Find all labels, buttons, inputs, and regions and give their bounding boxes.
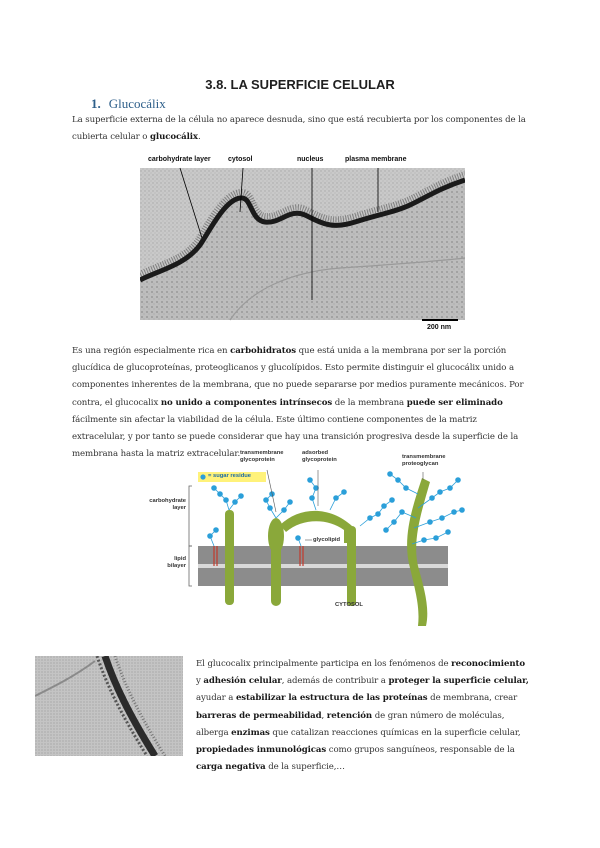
bold-term: puede ser eliminado	[406, 397, 503, 408]
text-run: El glucocalix principalmente participa en los fenómenos de	[196, 659, 452, 669]
diagram-svg	[140, 448, 470, 633]
label-line: proteoglycan	[402, 460, 439, 467]
label-line: adsorbed	[302, 450, 329, 456]
section-number: 1.	[91, 96, 101, 111]
micrograph-small-image	[35, 656, 183, 756]
text-run: de membrana, crear	[427, 693, 518, 704]
bold-term: reconocimiento	[451, 659, 525, 669]
label-proteoglycan	[402, 454, 446, 467]
text-run: y	[196, 676, 204, 687]
label-line: glycoprotein	[240, 456, 275, 463]
intro-paragraph	[72, 112, 532, 146]
bold-term: no unido a componentes intrínsecos	[160, 397, 333, 408]
text-run: , además de contribuir a	[281, 676, 389, 687]
bold-term: glucocálix	[150, 132, 198, 143]
scale-bar-label: 200 nm	[427, 324, 452, 331]
label-cytosol: cytosol	[228, 156, 253, 163]
label-carbohydrate-layer: carbohydrate layer	[148, 156, 211, 163]
page-title: 3.8. LA SUPERFICIE CELULAR	[205, 77, 395, 92]
text-run: La superficie externa de la célula no aparece desnuda, sino que está recubierta por los componentes de la cubierta celular o	[72, 115, 526, 143]
label-line: carbohydrate	[149, 498, 186, 504]
label-transmembrane-glycoprotein	[240, 450, 284, 463]
label-line: transmembrane	[240, 450, 284, 456]
text-run: fácilmente sin afectar la viabilidad de la célula. Este último contiene componentes de la matriz extracelular, y por tanto se puede considerar que hay una transición progresiva desde la superficie de la membrana hasta la matriz extracelular.	[72, 414, 519, 460]
label-lipid-bilayer	[142, 556, 186, 569]
bold-term: retención	[326, 710, 373, 721]
legend-sugar-residue: = sugar residue	[208, 473, 252, 479]
label-adsorbed-glycoprotein	[302, 450, 337, 463]
bold-term: adhesión celular	[203, 676, 282, 687]
bold-term: carga negativa	[196, 762, 266, 773]
label-line: lipid	[174, 556, 186, 562]
label-plasma-membrane: plasma membrane	[345, 156, 407, 163]
bold-term: carbohidratos	[230, 346, 296, 356]
glycocalyx-micrograph	[140, 150, 465, 340]
carbohydrate-paragraph	[72, 343, 528, 463]
glycocalyx-diagram	[140, 448, 470, 633]
bold-term: enzimas	[231, 727, 270, 738]
text-run: .	[197, 132, 201, 143]
text-run: que catalizan reacciones químicas en la superficie celular,	[269, 727, 521, 738]
micrograph-image	[140, 150, 465, 340]
text-run: de gran número de moléculas, alberga	[196, 710, 505, 738]
functions-paragraph	[196, 656, 532, 776]
text-run: ,	[321, 710, 327, 721]
bold-term: propiedades inmunológicas	[196, 745, 327, 756]
label-nucleus: nucleus	[297, 156, 324, 163]
membrane-micrograph	[35, 656, 183, 756]
label-line: bilayer	[167, 562, 186, 569]
label-cytosol: CYTOSOL	[335, 602, 363, 608]
text-run: de la membrana	[332, 397, 407, 408]
text-run: como grupos sanguíneos, responsable de la	[326, 745, 515, 756]
label-glycolipid: glycolipid	[313, 537, 341, 543]
text-run: Es una región especialmente rica en	[72, 346, 231, 356]
text-run: de la superficie,…	[265, 762, 345, 773]
bold-term: estabilizar la estructura de las proteínas	[235, 693, 428, 704]
label-line: glycoprotein	[302, 456, 337, 463]
bold-term: proteger la superficie celular,	[388, 676, 529, 687]
text-run: ayudar a	[196, 693, 236, 704]
label-line: layer	[172, 504, 186, 511]
label-line: transmembrane	[402, 454, 446, 460]
section-heading	[91, 96, 166, 112]
section-title: Glucocálix	[108, 96, 166, 111]
bold-term: barreras de permeabilidad	[196, 710, 322, 721]
label-carbohydrate-layer	[142, 498, 186, 511]
text-run: que está unida a la membrana por ser la porción glucídica de glucoproteínas, proteoglicanos y glucolípidos. Esto permite distinguir el glucocálix unido a componentes inherentes de la membrana, que no puede separarse por medios puramente mecánicos. Por contra, el glucocalix	[72, 346, 524, 408]
